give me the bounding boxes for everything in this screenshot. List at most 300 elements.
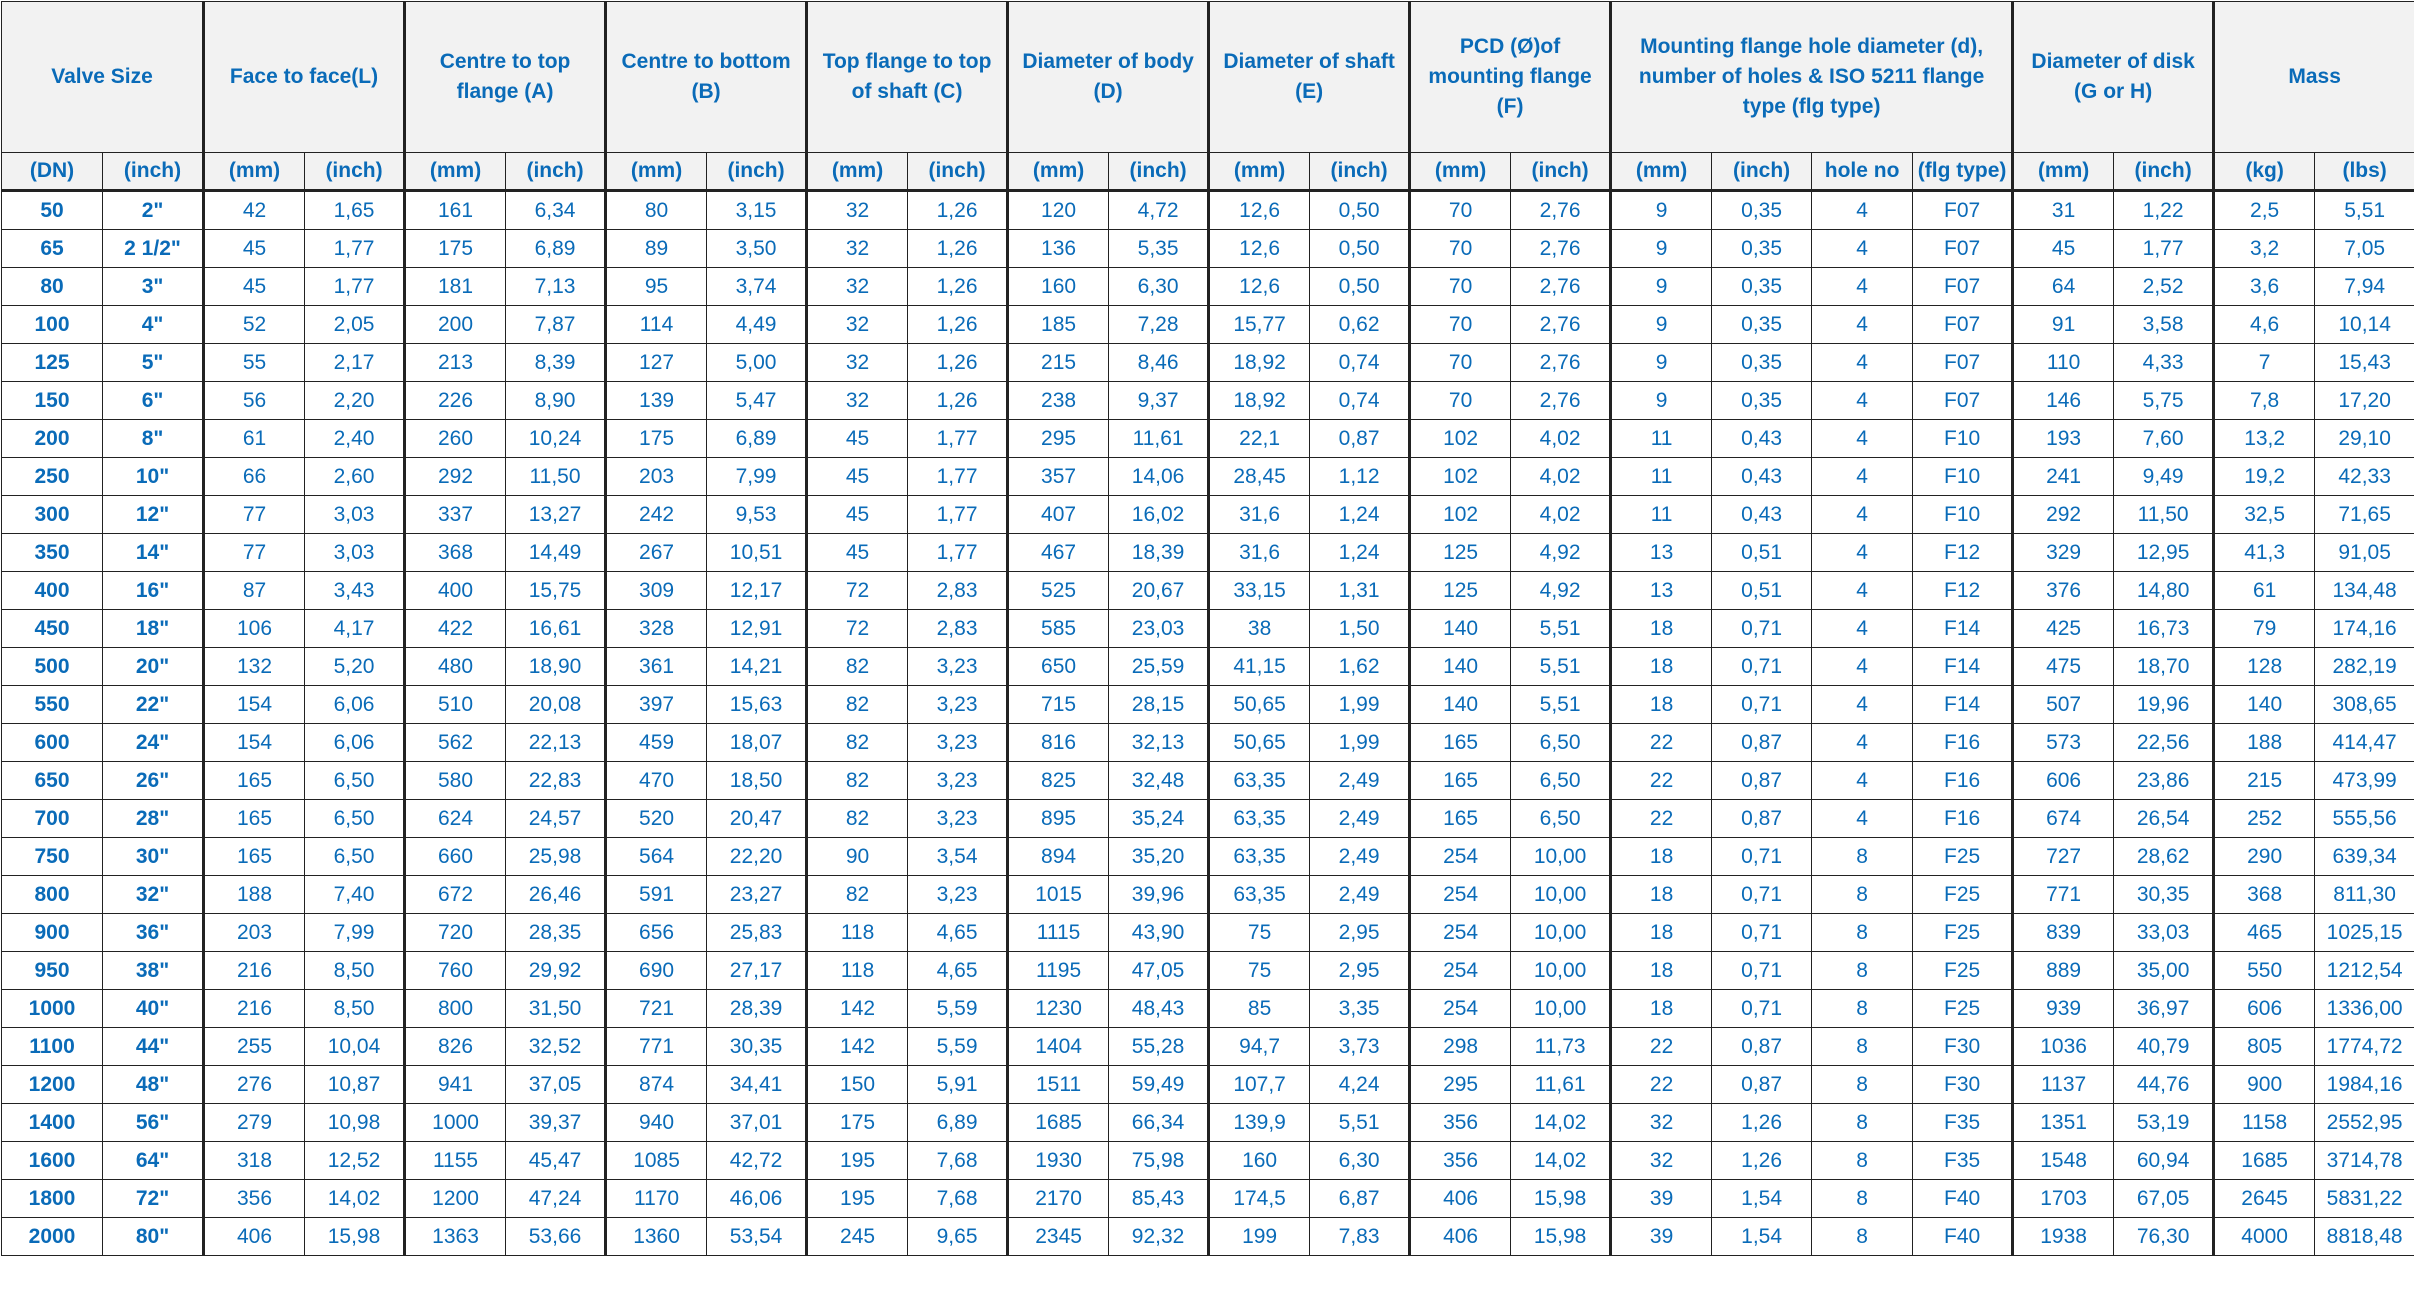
table-cell: 8	[1812, 876, 1913, 914]
table-cell: 13,2	[2214, 420, 2315, 458]
table-cell: 32	[807, 230, 908, 268]
table-cell: 2,83	[908, 572, 1008, 610]
table-cell: F07	[1913, 306, 2013, 344]
table-cell: 2,76	[1511, 344, 1611, 382]
table-cell: 85,43	[1109, 1180, 1209, 1218]
table-cell: 27,17	[707, 952, 807, 990]
table-cell: 175	[807, 1104, 908, 1142]
table-cell: 1195	[1008, 952, 1109, 990]
table-cell: 165	[1410, 724, 1511, 762]
valve-size-cell: 14"	[103, 534, 204, 572]
table-cell: 9	[1611, 306, 1712, 344]
table-cell: 361	[606, 648, 707, 686]
table-cell: 4	[1812, 382, 1913, 420]
group-header-row	[2, 2, 2414, 153]
table-cell: 1025,15	[2315, 914, 2414, 952]
table-cell: 1,77	[908, 496, 1008, 534]
table-cell: 52	[204, 306, 305, 344]
group-header-pcd: PCD (Ø)of mounting flange (F)	[1410, 2, 1611, 153]
table-cell: 8	[1812, 1104, 1913, 1142]
valve-size-cell: 6"	[103, 382, 204, 420]
table-cell: 4	[1812, 724, 1913, 762]
table-cell: 125	[1410, 534, 1511, 572]
table-cell: 1000	[405, 1104, 506, 1142]
table-cell: 15,98	[305, 1218, 405, 1256]
table-cell: 0,35	[1712, 268, 1812, 306]
table-cell: 17,20	[2315, 382, 2414, 420]
table-cell: 22	[1611, 762, 1712, 800]
table-cell: 3,03	[305, 496, 405, 534]
table-cell: 32	[807, 306, 908, 344]
table-cell: 45	[2013, 230, 2114, 268]
table-body	[2, 191, 2414, 1256]
table-cell: 1,26	[1712, 1142, 1812, 1180]
table-cell: 368	[405, 534, 506, 572]
table-cell: 70	[1410, 382, 1511, 420]
table-cell: 20,67	[1109, 572, 1209, 610]
table-cell: 3,6	[2214, 268, 2315, 306]
table-cell: 25,59	[1109, 648, 1209, 686]
table-cell: 9,53	[707, 496, 807, 534]
table-row	[2, 382, 2414, 420]
table-cell: 34,41	[707, 1066, 807, 1104]
table-row	[2, 1218, 2414, 1256]
table-cell: 154	[204, 686, 305, 724]
table-cell: 70	[1410, 306, 1511, 344]
table-cell: 525	[1008, 572, 1109, 610]
table-cell: 2,5	[2214, 191, 2315, 230]
unit-header-cell: (mm)	[2013, 153, 2114, 191]
table-cell: 132	[204, 648, 305, 686]
table-cell: 4	[1812, 800, 1913, 838]
table-cell: 7,99	[707, 458, 807, 496]
valve-dimensions-table	[1, 1, 2414, 1256]
table-cell: 811,30	[2315, 876, 2414, 914]
table-row	[2, 306, 2414, 344]
table-cell: 42,33	[2315, 458, 2414, 496]
table-cell: 8,39	[506, 344, 606, 382]
table-cell: 29,92	[506, 952, 606, 990]
table-cell: 0,35	[1712, 306, 1812, 344]
table-cell: 7,28	[1109, 306, 1209, 344]
table-cell: 181	[405, 268, 506, 306]
table-cell: 4	[1812, 420, 1913, 458]
table-cell: 28,15	[1109, 686, 1209, 724]
group-header-centre-to-bottom: Centre to bottom (B)	[606, 2, 807, 153]
valve-size-cell: 700	[2, 800, 103, 838]
table-cell: 82	[807, 762, 908, 800]
table-cell: 3,23	[908, 876, 1008, 914]
table-cell: 3,23	[908, 724, 1008, 762]
table-cell: 77	[204, 534, 305, 572]
table-cell: 720	[405, 914, 506, 952]
table-cell: 252	[2214, 800, 2315, 838]
table-cell: 0,71	[1712, 838, 1812, 876]
table-cell: 407	[1008, 496, 1109, 534]
table-cell: 22,83	[506, 762, 606, 800]
table-cell: 60,94	[2114, 1142, 2214, 1180]
table-cell: 7,68	[908, 1142, 1008, 1180]
table-cell: 1703	[2013, 1180, 2114, 1218]
table-cell: 2,76	[1511, 382, 1611, 420]
table-cell: F40	[1913, 1218, 2013, 1256]
table-cell: 150	[807, 1066, 908, 1104]
table-cell: 1230	[1008, 990, 1109, 1028]
table-cell: 11,73	[1511, 1028, 1611, 1066]
table-cell: 6,50	[1511, 800, 1611, 838]
table-cell: 110	[2013, 344, 2114, 382]
table-cell: 254	[1410, 990, 1511, 1028]
table-cell: 606	[2214, 990, 2315, 1028]
table-cell: 203	[204, 914, 305, 952]
table-cell: 43,90	[1109, 914, 1209, 952]
table-cell: 102	[1410, 420, 1511, 458]
table-cell: 185	[1008, 306, 1109, 344]
table-cell: 1015	[1008, 876, 1109, 914]
valve-size-cell: 1100	[2, 1028, 103, 1066]
valve-size-cell: 28"	[103, 800, 204, 838]
table-cell: 555,56	[2315, 800, 2414, 838]
table-row	[2, 648, 2414, 686]
table-cell: 473,99	[2315, 762, 2414, 800]
table-cell: 53,66	[506, 1218, 606, 1256]
table-cell: 0,71	[1712, 610, 1812, 648]
valve-size-cell: 50	[2, 191, 103, 230]
table-cell: 6,06	[305, 686, 405, 724]
table-cell: 9	[1611, 230, 1712, 268]
table-cell: 3,73	[1310, 1028, 1410, 1066]
table-cell: F12	[1913, 572, 2013, 610]
table-cell: 238	[1008, 382, 1109, 420]
table-cell: 1930	[1008, 1142, 1109, 1180]
unit-header-cell: (DN)	[2, 153, 103, 191]
table-cell: F07	[1913, 268, 2013, 306]
table-cell: 467	[1008, 534, 1109, 572]
table-cell: 356	[204, 1180, 305, 1218]
table-cell: 1,99	[1310, 686, 1410, 724]
table-row	[2, 1142, 2414, 1180]
table-cell: 7,87	[506, 306, 606, 344]
table-cell: 15,63	[707, 686, 807, 724]
table-row	[2, 534, 2414, 572]
table-cell: 193	[2013, 420, 2114, 458]
table-cell: 3,35	[1310, 990, 1410, 1028]
unit-header-cell: (mm)	[606, 153, 707, 191]
table-cell: F25	[1913, 990, 2013, 1028]
table-cell: 4	[1812, 610, 1913, 648]
unit-header-cell: (inch)	[1109, 153, 1209, 191]
table-row	[2, 800, 2414, 838]
table-cell: 140	[1410, 648, 1511, 686]
table-cell: 4,02	[1511, 496, 1611, 534]
table-cell: 18	[1611, 876, 1712, 914]
table-cell: 30,35	[2114, 876, 2214, 914]
table-cell: 3,74	[707, 268, 807, 306]
unit-header-cell: (flg type)	[1913, 153, 2013, 191]
table-cell: 16,61	[506, 610, 606, 648]
table-cell: 939	[2013, 990, 2114, 1028]
valve-size-cell: 125	[2, 344, 103, 382]
table-cell: 564	[606, 838, 707, 876]
table-cell: 5,47	[707, 382, 807, 420]
table-cell: 160	[1209, 1142, 1310, 1180]
table-cell: 894	[1008, 838, 1109, 876]
table-cell: 47,05	[1109, 952, 1209, 990]
valve-size-cell: 750	[2, 838, 103, 876]
table-cell: 23,27	[707, 876, 807, 914]
table-cell: F10	[1913, 458, 2013, 496]
table-cell: 940	[606, 1104, 707, 1142]
valve-size-cell: 1600	[2, 1142, 103, 1180]
table-cell: 18,90	[506, 648, 606, 686]
table-cell: 11,50	[2114, 496, 2214, 534]
table-cell: 102	[1410, 458, 1511, 496]
table-cell: 165	[1410, 762, 1511, 800]
valve-size-cell: 30"	[103, 838, 204, 876]
table-cell: 90	[807, 838, 908, 876]
table-cell: 70	[1410, 344, 1511, 382]
table-cell: 22,20	[707, 838, 807, 876]
table-cell: 25,83	[707, 914, 807, 952]
table-cell: 3,23	[908, 762, 1008, 800]
unit-header-cell: (inch)	[707, 153, 807, 191]
table-cell: 195	[807, 1142, 908, 1180]
table-cell: 260	[405, 420, 506, 458]
table-cell: 20,08	[506, 686, 606, 724]
table-cell: 1,77	[908, 420, 1008, 458]
unit-header-cell: (inch)	[305, 153, 405, 191]
table-cell: 175	[606, 420, 707, 458]
valve-size-cell: 1000	[2, 990, 103, 1028]
table-cell: 414,47	[2315, 724, 2414, 762]
table-cell: 10,00	[1511, 838, 1611, 876]
table-cell: 0,35	[1712, 344, 1812, 382]
table-cell: 38	[1209, 610, 1310, 648]
table-cell: 0,43	[1712, 496, 1812, 534]
valve-size-cell: 900	[2, 914, 103, 952]
table-cell: 7,94	[2315, 268, 2414, 306]
table-cell: 721	[606, 990, 707, 1028]
table-cell: 146	[2013, 382, 2114, 420]
unit-header-cell: (mm)	[405, 153, 506, 191]
valve-size-cell: 4"	[103, 306, 204, 344]
table-cell: 2,83	[908, 610, 1008, 648]
table-cell: 66,34	[1109, 1104, 1209, 1142]
table-cell: 1,26	[908, 230, 1008, 268]
table-cell: 1938	[2013, 1218, 2114, 1256]
table-cell: 216	[204, 952, 305, 990]
table-cell: 507	[2013, 686, 2114, 724]
table-cell: 9	[1611, 344, 1712, 382]
table-cell: 12,6	[1209, 191, 1310, 230]
table-cell: 77	[204, 496, 305, 534]
table-cell: 174,16	[2315, 610, 2414, 648]
table-cell: 406	[204, 1218, 305, 1256]
table-cell: 2,60	[305, 458, 405, 496]
valve-size-cell: 350	[2, 534, 103, 572]
table-cell: 4	[1812, 306, 1913, 344]
table-cell: 29,10	[2315, 420, 2414, 458]
unit-header-cell: hole no	[1812, 153, 1913, 191]
table-cell: 12,95	[2114, 534, 2214, 572]
table-cell: 5,51	[1310, 1104, 1410, 1142]
valve-size-cell: 550	[2, 686, 103, 724]
unit-header-cell: (lbs)	[2315, 153, 2414, 191]
table-cell: 0,43	[1712, 458, 1812, 496]
table-cell: 3,2	[2214, 230, 2315, 268]
table-cell: 2,52	[2114, 268, 2214, 306]
table-cell: 660	[405, 838, 506, 876]
table-row	[2, 458, 2414, 496]
valve-size-cell: 1400	[2, 1104, 103, 1142]
table-cell: 254	[1410, 838, 1511, 876]
table-cell: 0,87	[1310, 420, 1410, 458]
table-cell: 368	[2214, 876, 2315, 914]
table-cell: 6,89	[506, 230, 606, 268]
table-cell: 94,7	[1209, 1028, 1310, 1066]
table-cell: 14,02	[1511, 1142, 1611, 1180]
table-cell: 79	[2214, 610, 2315, 648]
table-cell: 6,87	[1310, 1180, 1410, 1218]
table-cell: 1,54	[1712, 1218, 1812, 1256]
table-cell: 118	[807, 914, 908, 952]
table-cell: F12	[1913, 534, 2013, 572]
table-cell: 4,92	[1511, 534, 1611, 572]
table-cell: 18	[1611, 838, 1712, 876]
table-cell: 82	[807, 648, 908, 686]
valve-size-cell: 64"	[103, 1142, 204, 1180]
table-cell: 7,40	[305, 876, 405, 914]
table-cell: F07	[1913, 191, 2013, 230]
table-cell: 8,50	[305, 990, 405, 1028]
table-cell: 10,51	[707, 534, 807, 572]
table-cell: 8,90	[506, 382, 606, 420]
table-cell: 254	[1410, 952, 1511, 990]
table-cell: F14	[1913, 610, 2013, 648]
table-cell: 245	[807, 1218, 908, 1256]
valve-size-cell: 36"	[103, 914, 204, 952]
table-cell: 0,62	[1310, 306, 1410, 344]
table-cell: 5,59	[908, 1028, 1008, 1066]
table-cell: 6,30	[1310, 1142, 1410, 1180]
table-cell: 37,01	[707, 1104, 807, 1142]
unit-header-cell: (mm)	[1008, 153, 1109, 191]
table-row	[2, 724, 2414, 762]
table-cell: 3,23	[908, 686, 1008, 724]
table-cell: 134,48	[2315, 572, 2414, 610]
table-cell: 1984,16	[2315, 1066, 2414, 1104]
table-cell: 61	[2214, 572, 2315, 610]
table-cell: 13	[1611, 534, 1712, 572]
table-cell: 14,80	[2114, 572, 2214, 610]
table-cell: 55	[204, 344, 305, 382]
table-cell: 203	[606, 458, 707, 496]
table-row	[2, 1104, 2414, 1142]
table-cell: 6,50	[1511, 762, 1611, 800]
table-cell: 40,79	[2114, 1028, 2214, 1066]
table-cell: 8	[1812, 838, 1913, 876]
table-cell: 6,50	[305, 838, 405, 876]
table-cell: 89	[606, 230, 707, 268]
table-cell: 1,77	[908, 458, 1008, 496]
table-cell: 480	[405, 648, 506, 686]
table-cell: 10,24	[506, 420, 606, 458]
table-cell: 2,76	[1511, 306, 1611, 344]
table-cell: 71,65	[2315, 496, 2414, 534]
group-header-disk-diameter: Diameter of disk (G or H)	[2013, 2, 2214, 153]
table-cell: 25,98	[506, 838, 606, 876]
table-cell: 91,05	[2315, 534, 2414, 572]
table-cell: 580	[405, 762, 506, 800]
table-cell: 510	[405, 686, 506, 724]
table-row	[2, 838, 2414, 876]
units-header-row	[2, 153, 2414, 191]
table-cell: 0,50	[1310, 230, 1410, 268]
table-cell: 7,83	[1310, 1218, 1410, 1256]
table-cell: 839	[2013, 914, 2114, 952]
table-cell: 5,75	[2114, 382, 2214, 420]
table-cell: 11,61	[1511, 1066, 1611, 1104]
table-cell: 292	[2013, 496, 2114, 534]
table-cell: 72	[807, 610, 908, 648]
table-cell: 92,32	[1109, 1218, 1209, 1256]
table-row	[2, 876, 2414, 914]
table-cell: 35,00	[2114, 952, 2214, 990]
table-cell: 1,12	[1310, 458, 1410, 496]
table-cell: 140	[1410, 610, 1511, 648]
table-cell: 16,02	[1109, 496, 1209, 534]
table-cell: 4,02	[1511, 420, 1611, 458]
table-cell: F16	[1913, 800, 2013, 838]
table-cell: 18	[1611, 952, 1712, 990]
table-cell: 10,00	[1511, 876, 1611, 914]
table-cell: 63,35	[1209, 800, 1310, 838]
table-cell: 136	[1008, 230, 1109, 268]
table-cell: 4	[1812, 534, 1913, 572]
table-cell: 175	[405, 230, 506, 268]
table-cell: 35,24	[1109, 800, 1209, 838]
table-cell: 800	[405, 990, 506, 1028]
table-row	[2, 496, 2414, 534]
table-cell: 15,43	[2315, 344, 2414, 382]
table-cell: 520	[606, 800, 707, 838]
table-cell: 329	[2013, 534, 2114, 572]
table-cell: 11	[1611, 458, 1712, 496]
table-cell: 7,99	[305, 914, 405, 952]
table-cell: 174,5	[1209, 1180, 1310, 1218]
table-cell: F14	[1913, 686, 2013, 724]
valve-size-cell: 80"	[103, 1218, 204, 1256]
table-cell: 0,87	[1712, 1066, 1812, 1104]
table-cell: 14,49	[506, 534, 606, 572]
table-cell: 715	[1008, 686, 1109, 724]
table-cell: 61	[204, 420, 305, 458]
table-cell: 26,54	[2114, 800, 2214, 838]
table-cell: 1,77	[305, 268, 405, 306]
table-cell: 8,50	[305, 952, 405, 990]
unit-header-cell: (mm)	[1209, 153, 1310, 191]
table-cell: 2,76	[1511, 268, 1611, 306]
table-cell: 254	[1410, 876, 1511, 914]
table-row	[2, 1028, 2414, 1066]
table-cell: 895	[1008, 800, 1109, 838]
table-cell: 18,07	[707, 724, 807, 762]
table-cell: 2,95	[1310, 914, 1410, 952]
table-cell: 0,74	[1310, 344, 1410, 382]
valve-size-cell: 20"	[103, 648, 204, 686]
group-header-mass: Mass	[2214, 2, 2414, 153]
table-cell: 6,50	[305, 800, 405, 838]
